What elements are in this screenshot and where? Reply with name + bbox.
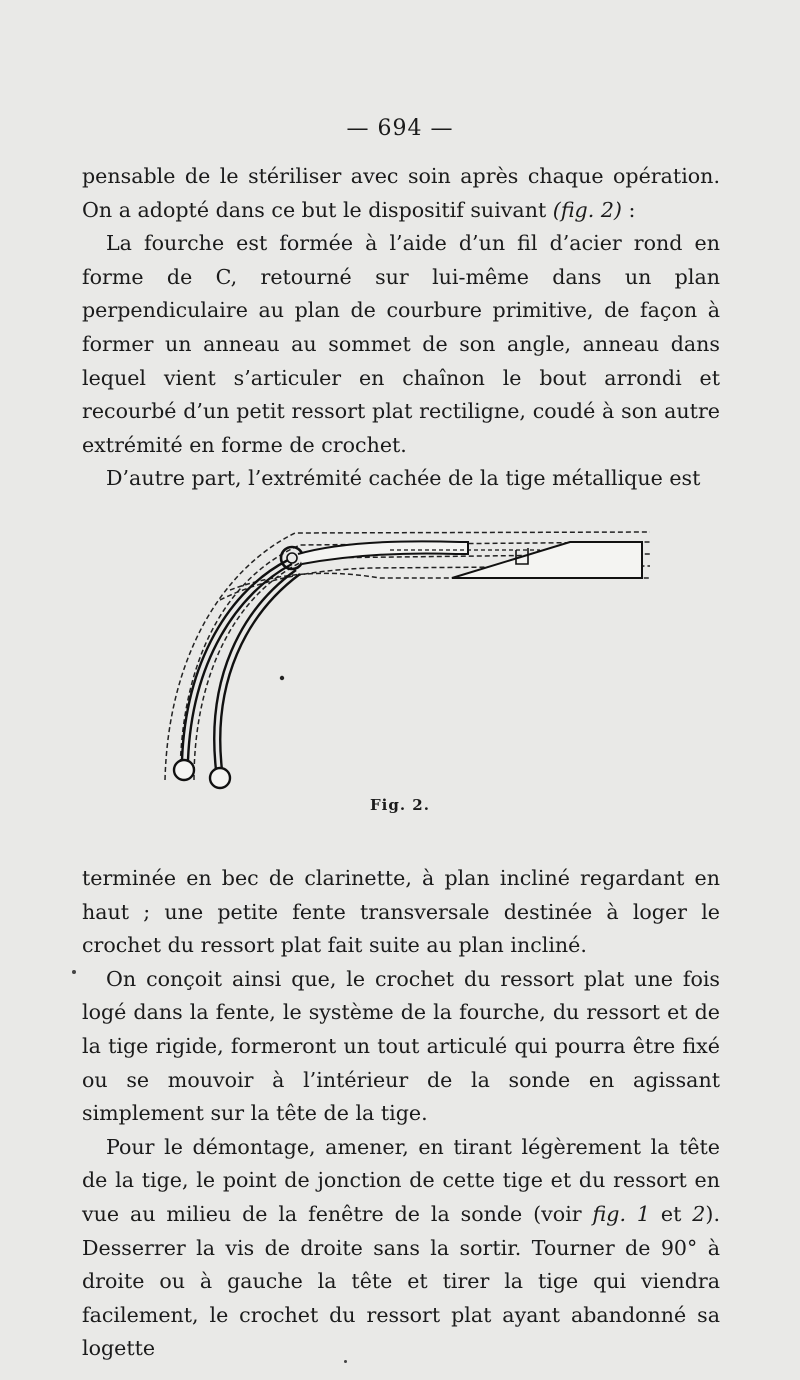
paragraph-text: : <box>621 197 636 222</box>
figure-reference: (fig. 2) <box>552 197 622 222</box>
figure-illustration <box>160 530 660 830</box>
paragraph <box>82 160 720 227</box>
paragraph: On conçoit ainsi que, le crochet du ressort plat une fois logé dans la fente, le système de la fourche, du ressort et de la tige rigide, formeront un tout articulé qui pourra être fixé ou se mouvoir à l’intérieur de la sonde en agissant simplement sur la tête de la tige. <box>82 966 720 1126</box>
paragraph: La fourche est formée à l’aide d’un fil d’acier rond en forme de C, retourné sur lui-même dans un plan perpendiculaire au plan de courbure primitive, de façon à former un anneau au sommet de son angle, anneau dans lequel vient s’articuler en chaînon le bout arrondi et recourbé d’un petit ressort plat rectiligne, coudé à son autre extrémité en forme de crochet. <box>82 231 720 457</box>
figure-reference: 2 <box>692 1201 706 1226</box>
paragraph-text: pensable de le stériliser avec soin après chaque opération. On a adopté dans ce but le dispositif suivant <box>82 164 720 222</box>
paragraph-text: ). Desserrer la vis de droite sans la sortir. Tourner de 90° à droite ou à gauche la tête et tirer la tige qui viendra facilement, le crochet du ressort plat ayant abandonné sa logette <box>82 1201 720 1361</box>
paragraph-text: Pour le démontage, amener, en tirant légèrement la tête de la tige, le point de jonction de cette tige et du ressort en vue au milieu de la fenêtre de la sonde (voir <box>82 1134 720 1226</box>
print-speck <box>72 970 76 974</box>
text-block-bottom <box>82 862 720 1366</box>
figure-reference: fig. 1 <box>592 1201 651 1226</box>
figure-caption: Fig. 2. <box>370 796 430 814</box>
paragraph <box>82 1131 720 1366</box>
print-speck <box>344 1360 347 1363</box>
text-block-top <box>82 160 720 496</box>
paragraph: terminée en bec de clarinette, à plan incliné regardant en haut ; une petite fente transversale destinée à loger le crochet du ressort plat fait suite au plan incliné. <box>82 866 720 958</box>
page-number: — 694 — <box>346 116 454 141</box>
paragraph: D’autre part, l’extrémité cachée de la tige métallique est <box>106 466 701 491</box>
paragraph-text: et <box>650 1201 693 1226</box>
